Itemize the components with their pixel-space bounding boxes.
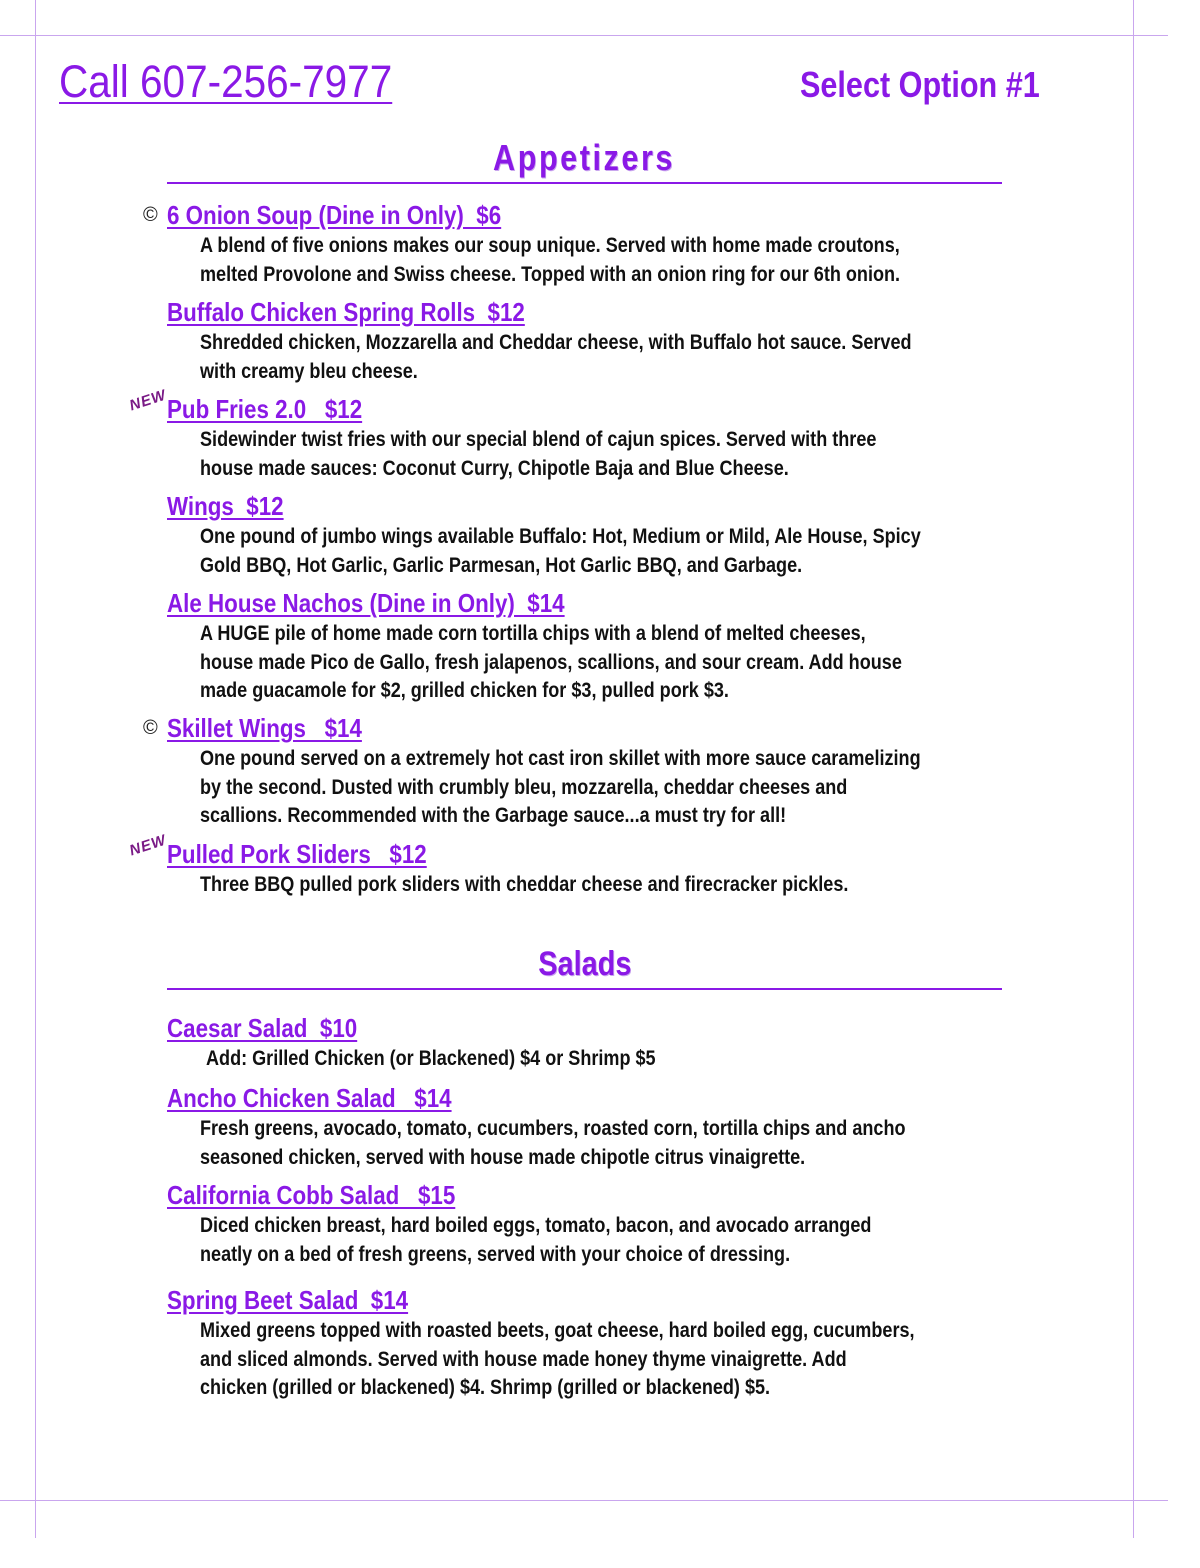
menu-item-title[interactable]: Buffalo Chicken Spring Rolls $12 [167, 297, 525, 327]
menu-item-title[interactable]: Pulled Pork Sliders $12 [167, 839, 427, 869]
menu-item-description: Diced chicken breast, hard boiled eggs, tomato, bacon, and avocado arranged neatly on a bed of fresh greens, served with your choice of dressing. [200, 1214, 872, 1266]
menu-item-description: Fresh greens, avocado, tomato, cucumbers, roasted corn, tortilla chips and ancho seasoned chicken, served with house made chipotle citrus vinaigrette. [200, 1117, 906, 1169]
new-badge: NEW [127, 386, 169, 415]
menu-item-description: One pound served on a extremely hot cast iron skillet with more sauce caramelizing by the second. Dusted with crumbly bleu, mozzarella, cheddar cheeses and scallions. Recommended with the Garbage sauce...a must try for all! [200, 747, 921, 827]
phone-number-link[interactable]: Call 607-256-7977 [59, 56, 393, 107]
appetizers-heading: Appetizers [167, 136, 1002, 184]
menu-item-title[interactable]: Ancho Chicken Salad $14 [167, 1083, 452, 1113]
menu-item-description: Add: Grilled Chicken (or Blackened) $4 or Shrimp $5 [206, 1047, 656, 1070]
menu-item-title[interactable]: California Cobb Salad $15 [167, 1180, 456, 1210]
salads-heading: Salads [167, 942, 1002, 990]
crop-mark-left [35, 0, 36, 1538]
crop-mark-bottom [0, 1500, 1168, 1501]
menu-item-description: A blend of five onions makes our soup unique. Served with home made croutons, melted Provolone and Swiss cheese. Topped with an onion ring for our 6th onion. [200, 234, 901, 286]
crop-mark-right [1133, 0, 1134, 1538]
menu-item-description: Three BBQ pulled pork sliders with cheddar cheese and firecracker pickles. [200, 873, 849, 896]
menu-item-description: Shredded chicken, Mozzarella and Cheddar cheese, with Buffalo hot sauce. Served with creamy bleu cheese. [200, 331, 912, 383]
menu-item-description: A HUGE pile of home made corn tortilla chips with a blend of melted cheeses, house made Pico de Gallo, fresh jalapenos, scallions, and sour cream. Add house made guacamole for $2, grilled chicken for $3, pulled pork $3. [200, 622, 902, 702]
menu-item-title[interactable]: Ale House Nachos (Dine in Only) $14 [167, 588, 565, 618]
menu-item-description: One pound of jumbo wings available Buffalo: Hot, Medium or Mild, Ale House, Spicy Gold BBQ, Hot Garlic, Garlic Parmesan, Hot Garlic BBQ, and Garbage. [200, 525, 921, 577]
menu-item-title[interactable]: 6 Onion Soup (Dine in Only) $6 [167, 200, 502, 230]
select-option-label: Select Option #1 [800, 64, 1040, 105]
menu-item-title[interactable]: Caesar Salad $10 [167, 1013, 358, 1043]
crop-mark-top [0, 35, 1168, 36]
copyright-icon: © [143, 204, 158, 226]
menu-item-description: Mixed greens topped with roasted beets, goat cheese, hard boiled egg, cucumbers, and sliced almonds. Served with house made honey thyme vinaigrette. Add chicken (grilled or blackened) $4. Shrimp (grilled or blackened) $5. [200, 1319, 915, 1399]
new-badge: NEW [127, 831, 169, 860]
copyright-icon: © [143, 717, 158, 739]
menu-item-title[interactable]: Pub Fries 2.0 $12 [167, 394, 363, 424]
menu-item-title[interactable]: Wings $12 [167, 491, 284, 521]
menu-item-description: Sidewinder twist fries with our special blend of cajun spices. Served with three house made sauces: Coconut Curry, Chipotle Baja and Blue Cheese. [200, 428, 877, 480]
menu-item-title[interactable]: Spring Beet Salad $14 [167, 1285, 409, 1315]
menu-item-title[interactable]: Skillet Wings $14 [167, 713, 362, 743]
